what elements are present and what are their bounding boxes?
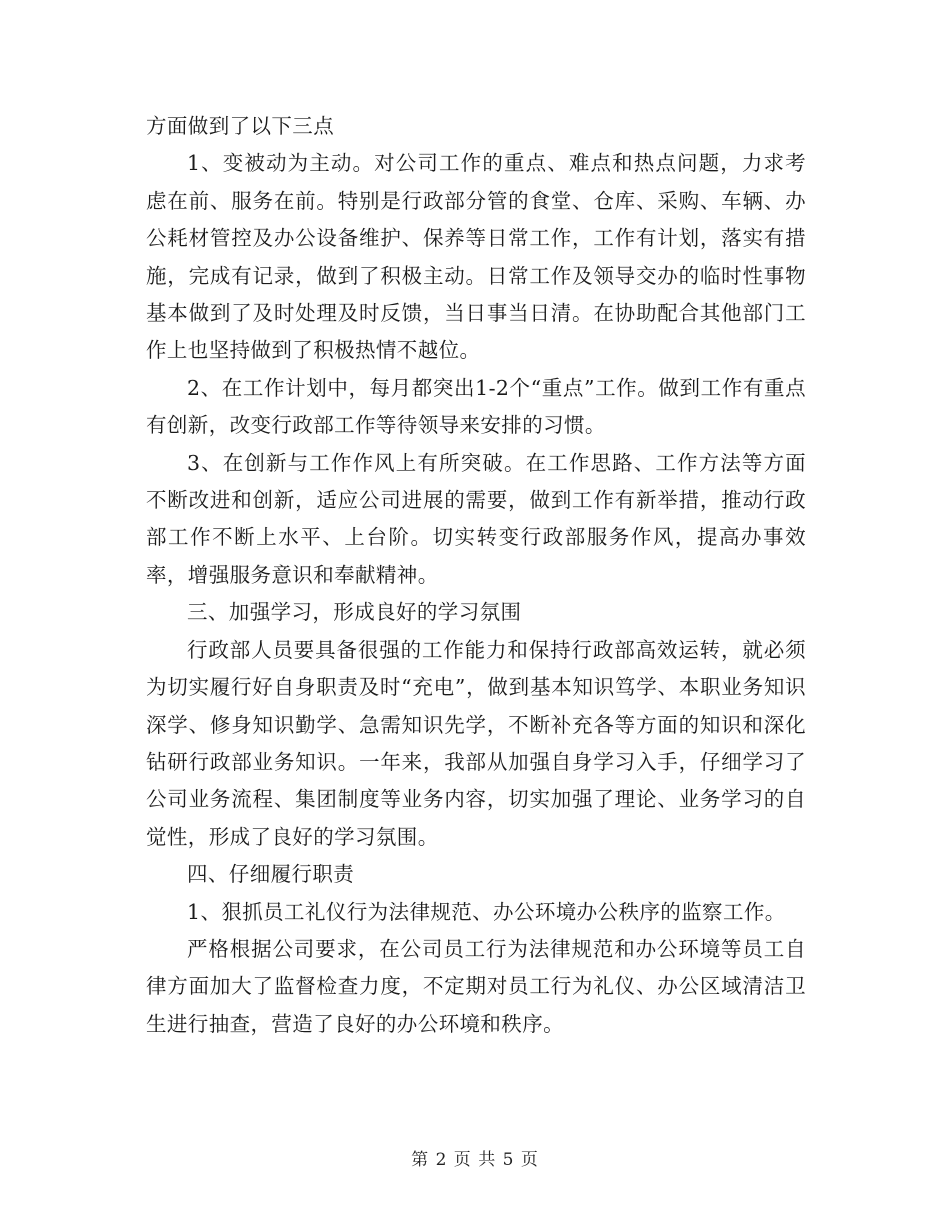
paragraph-continuation: 方面做到了以下三点 <box>146 114 335 138</box>
document-body <box>146 108 806 1043</box>
paragraph-duty-detail: 严格根据公司要求，在公司员工行为法律规范和办公环境等员工自律方面加大了监督检查力度，不定期对员工行为礼仪、办公区域清洁卫生进行抽查，营造了良好的办公环境和秩序。 <box>146 936 806 1036</box>
paragraph-learning: 行政部人员要具备很强的工作能力和保持行政部高效运转，就必须为切实履行好自身职责及时“充电”，做到基本知识笃学、本职业务知识深学、修身知识勤学、急需知识先学，不断补充各等方面的知识和深化钻研行政部业务知识。一年来，我部从加强自身学习入手，仔细学习了公司业务流程、集团制度等业务内容，切实加强了理论、业务学习的自觉性，形成了良好的学习氛围。 <box>146 637 806 849</box>
section-heading-3: 三、加强学习，形成良好的学习氛围 <box>187 600 522 625</box>
paragraph-item-2: 2、在工作计划中，每月都突出1-2个“重点”工作。做到工作有重点有创新，改变行政部工作等待领导来安排的习惯。 <box>146 375 806 438</box>
paragraph-item-1: 1、变被动为主动。对公司工作的重点、难点和热点问题，力求考虑在前、服务在前。特别是行政部分管的食堂、仓库、采购、车辆、办公耗材管控及办公设备维护、保养等日常工作，工作有计划，落实有措施，完成有记录，做到了积极主动。日常工作及领导交办的临时性事物基本做到了及时处理及时反馈，当日事当日清。在协助配合其他部门工作上也坚持做到了积极热情不越位。 <box>146 151 806 363</box>
paragraph-item-3: 3、在创新与工作作风上有所突破。在工作思路、工作方法等方面不断改进和创新，适应公司进展的需要，做到工作有新举措，推动行政部工作不断上水平、上台阶。切实转变行政部服务作风，提高办事效率，增强服务意识和奉献精神。 <box>146 450 806 587</box>
page-footer: 第 2 页 共 5 页 <box>411 1150 539 1170</box>
section-heading-4: 四、仔细履行职责 <box>187 862 355 887</box>
paragraph-duty-1: 1、狠抓员工礼仪行为法律规范、办公环境办公秩序的监察工作。 <box>187 899 786 924</box>
